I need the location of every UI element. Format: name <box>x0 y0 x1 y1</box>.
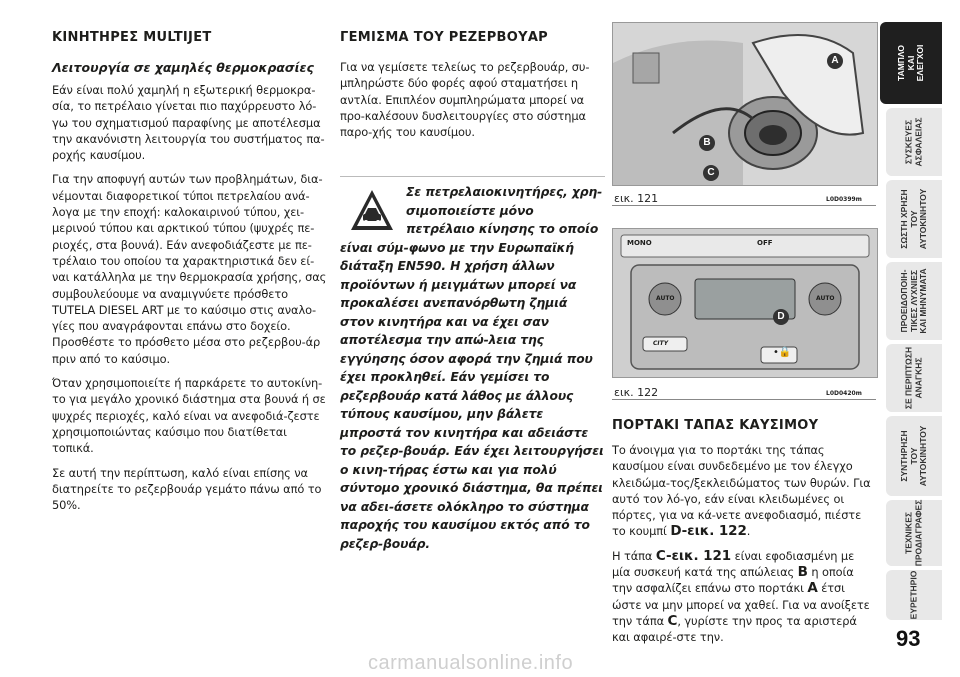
tab-dashboard[interactable]: ΤΑΜΠΛΟ ΚΑΙ ΕΛΕΓΧΟΙ <box>880 22 942 104</box>
figure-climate-panel <box>612 228 878 378</box>
chapter-tabs <box>886 0 960 677</box>
paragraph: Εάν είναι πολύ χαμηλή η εξωτερική θερμοκρα-σία, το πετρέλαιο γίνεται πιο παχύρρευστο λό-γω του σχηματισμού παραφίνης με αποτέλεσμα την ακανόνιστη λειτουργία του συστήματος πα-ροχής καυσίμου. <box>52 83 325 163</box>
paragraph: Για να γεμίσετε τελείως το ρεζερβουάρ, συ-μπληρώστε δύο φορές αφού σταματήσει η αντλία. Επιπλέον συμπληρώματα μπορεί να προ-καλέσουν δυσλειτουργίες στο σύστημα παρο-χής του καυσίμου. <box>340 60 590 140</box>
subheading-low-temperature: Λειτουργία σε χαμηλές θερμοκρασίες <box>52 60 314 75</box>
tab-safety[interactable]: ΣΥΣΚΕΥΕΣ ΑΣΦΑΛΕΙΑΣ <box>886 108 942 176</box>
paragraph: Η τάπα C-εικ. 121 είναι εφοδιασμένη με μία συσκευή κατά της απώλειας B η οποία την ασφαλίζει επάνω στο πορτάκι A έτσι ώστε να μην μπορεί να χαθεί. Για να ανοίξετε την τάπα C, γυρίστε την προς τα αριστερά και αφαιρέ-στε την. <box>612 547 870 645</box>
divider <box>612 399 876 400</box>
tab-index[interactable]: ΕΥΡΕΤΗΡΙΟ <box>886 570 942 620</box>
section-heading-fuel-door: ΠΟΡΤΑΚΙ ΤΑΠΑΣ ΚΑΥΣΙΜΟΥ <box>612 418 819 433</box>
tab-warning-lights[interactable]: ΠΡΟΕΙΔΟΠΟΙΗ- ΤΙΚΕΣ ΛΥΧΝΙΕΣ ΚΑΙ ΜΗΝΥΜΑΤΑ <box>886 262 942 340</box>
divider <box>612 205 876 206</box>
figure-caption: εικ. 121 <box>614 192 659 205</box>
tab-correct-use[interactable]: ΣΩΣΤΗ ΧΡΗΣΗ ΤΟΥ ΑΥΤΟΚΙΝΗΤΟΥ <box>886 180 942 258</box>
paragraph: Σε αυτή την περίπτωση, καλό είναι επίσης να διατηρείτε το ρεζερβουάρ γεμάτο πάνω από το 50%. <box>52 465 322 513</box>
warning-text: Σε πετρελαιοκινητήρες, χρη-σιμοποιείστε μόνο πετρέλαιο κίνησης το οποίο είναι σύμ-φωνο με την Ευρωπαϊκή διάταξη EN590. Η χρήση άλλων προϊόντων ή μειγμάτων μπορεί να προκαλέσει ανεπανόρθωτη ζημιά στον κινητήρα και να έχει σαν αποτέλεσμα την απώ-λεια της εγγύησης όσον αφορά την ζημιά που έχει προκληθεί. Εάν γεμίσει το ρεζερβουάρ κατά λάθος με άλλους τύπους καυσίμου, μην βάλετε μπροστά τον κινητήρα και αδειάστε το ρεζερ-βουάρ. Εάν έχει λειτουργήσει ο κινη-τήρας έστω και για πολύ σύντομο χρονικό διάστημα, θα πρέπει να αδει-άσετε ολόκληρο το σύστημα παροχής του καυσίμου εκτός από το ρεζερ-βουάρ. <box>340 185 604 551</box>
page-number: 93 <box>896 626 921 651</box>
button-label: AUTO <box>656 295 675 302</box>
watermark: carmanualsonline.info <box>368 652 574 674</box>
divider <box>340 176 605 177</box>
button-label: MONO <box>627 239 652 247</box>
climate-panel-illustration <box>613 229 877 377</box>
figure-caption: εικ. 122 <box>614 386 659 399</box>
column-multijet <box>52 20 327 521</box>
column-refuelling <box>340 20 605 148</box>
callout-c: C <box>703 165 719 181</box>
fuel-flap-illustration <box>613 23 877 185</box>
warning-box <box>340 183 605 561</box>
callout-a: A <box>827 53 843 69</box>
section-heading-refuelling: ΓΕΜΙΣΜΑ ΤΟΥ ΡΕΖΕΡΒΟΥΑΡ <box>340 30 549 45</box>
figure-code: L0D0399m <box>826 196 862 203</box>
paragraph: Το άνοιγμα για το πορτάκι της τάπας καυσίμου είναι συνδεδεμένο με τον έλεγχο κλειδώμα-τος/ξεκλειδώματος των θυρών. Για αυτό τον λό-γο, εάν είναι κλειδωμένες οι πόρτες, για να κά-νετε ανεφοδιασμό, πιέστε το κουμπί D-εικ. 122. <box>612 443 871 540</box>
tab-emergency[interactable]: ΣΕ ΠΕΡΙΠΤΩΣΗ ΑΝΑΓΚΗΣ <box>886 344 942 412</box>
paragraph: Για την αποφυγή αυτών των προβλημάτων, δια-νέμονται διαφορετικοί τύποι πετρελαίου ανά-λογα με την εποχή: καλοκαιρινού τύπου, χει-μερινού τύπου και αρκτικού τύπου (ψυχρές πε-ριοχές, στα βουνά). Εάν ανεφοδιάζεστε με πε-τρέλαιο του οποίου τα χαρακτηριστικά δεν εί-ναι κατάλληλα με την θερμοκρασία χρήσης, σας συμβουλεύουμε να αναμιγνύετε πρόσθετο TUTELA DIESEL ART με το καύσιμο στις αναλο-γίες που αναγράφονται επάνω στο δοχείο. Προσθέστε το πρόσθετο μέσα στο ρεζερβου-άρ πριν από το καύσιμο. <box>52 172 327 366</box>
tab-specifications[interactable]: ΤΕΧΝΙΚΕΣ ΠΡΟΔΙΑΓΡΑΦΕΣ <box>886 500 942 566</box>
warning-car-icon <box>350 188 394 232</box>
button-label: AUTO <box>816 295 835 302</box>
button-label: OFF <box>757 239 773 247</box>
figure-code: L0D0420m <box>826 390 862 397</box>
callout-d: D <box>773 309 789 325</box>
figure-fuel-flap <box>612 22 878 186</box>
section-heading-multijet: ΚΙΝΗΤΗΡΕΣ MULTIJET <box>52 30 212 45</box>
button-label: CITY <box>653 340 669 347</box>
paragraph: Όταν χρησιμοποιείτε ή παρκάρετε το αυτοκίνη-το για μεγάλο χρονικό διάστημα στα βουνά ή σε ψυχρές περιοχές, καλό είναι να ανεφοδιά-ζεστε χρησιμοποιώντας καύσιμο που διατίθεται τοπικά. <box>52 376 326 456</box>
column-fuel-door <box>612 418 874 654</box>
tab-maintenance[interactable]: ΣΥΝΤΗΡΗΣΗ ΤΟΥ ΑΥΤΟΚΙΝΗΤΟΥ <box>886 416 942 496</box>
lock-icon: •🔒 <box>773 347 792 358</box>
callout-b: B <box>699 135 715 151</box>
